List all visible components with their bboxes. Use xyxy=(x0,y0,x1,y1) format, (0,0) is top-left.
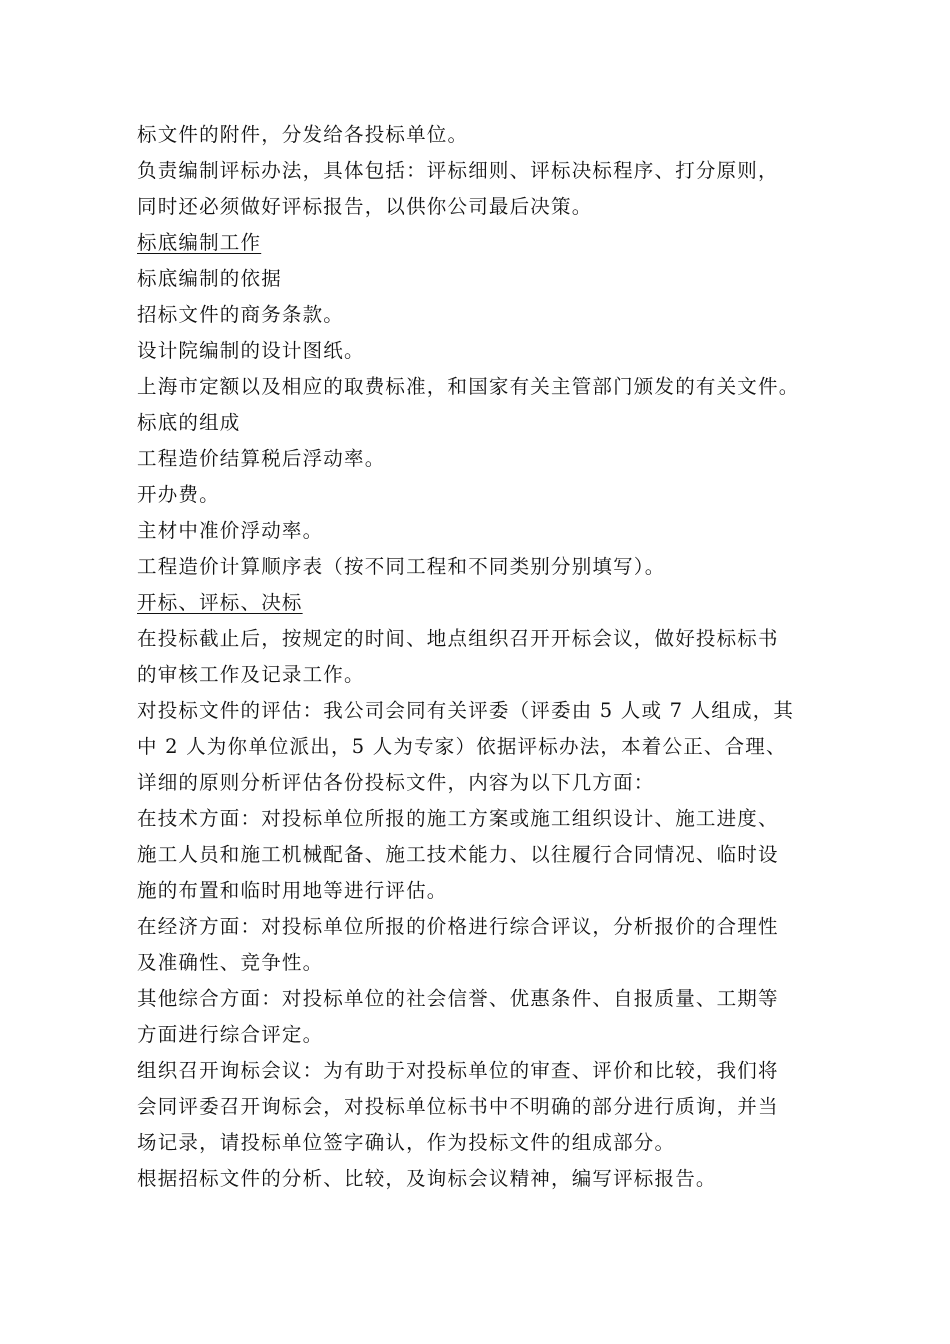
paragraph-line-text: 在经济方面：对投标单位所报的价格进行综合评议，分析报价的合理性 xyxy=(137,915,779,938)
paragraph-line xyxy=(137,1017,842,1053)
paragraph-line-text: 其他综合方面：对投标单位的社会信誉、优惠条件、自报质量、工期等 xyxy=(137,987,779,1010)
paragraph-line xyxy=(137,297,842,333)
paragraph-line xyxy=(137,873,842,909)
paragraph-line xyxy=(137,405,842,441)
paragraph-line-text: 场记录，请投标单位签字确认，作为投标文件的组成部分。 xyxy=(137,1131,676,1154)
paragraph-line-text: 开办费。 xyxy=(137,483,220,506)
paragraph-line xyxy=(137,261,842,297)
paragraph-line-text: 会同评委召开询标会，对投标单位标书中不明确的部分进行质询，并当 xyxy=(137,1095,779,1118)
paragraph-line xyxy=(137,621,842,657)
paragraph-line xyxy=(137,837,842,873)
section-heading xyxy=(137,585,842,621)
paragraph-line-text: 在技术方面：对投标单位所报的施工方案或施工组织设计、施工进度、 xyxy=(137,807,779,830)
paragraph-line xyxy=(137,117,842,153)
paragraph-line-text: 的审核工作及记录工作。 xyxy=(137,663,365,686)
paragraph-line xyxy=(137,477,842,513)
paragraph-line-text: 组织召开询标会议：为有助于对投标单位的审查、评价和比较，我们将 xyxy=(137,1059,779,1082)
paragraph-line-text: 负责编制评标办法，具体包括：评标细则、评标决标程序、打分原则， xyxy=(137,159,779,182)
section-heading-text: 标底编制工作 xyxy=(137,231,262,254)
paragraph-line-text: 同时还必须做好评标报告，以供你公司最后决策。 xyxy=(137,195,593,218)
paragraph-line xyxy=(137,369,842,405)
paragraph-line-text: 根据招标文件的分析、比较，及询标会议精神，编写评标报告。 xyxy=(137,1167,717,1190)
paragraph-line-text: 对投标文件的评估：我公司会同有关评委（评委由 5 人或 7 人组成，其 xyxy=(137,699,795,722)
paragraph-line-text: 方面进行综合评定。 xyxy=(137,1023,324,1046)
paragraph-line xyxy=(137,945,842,981)
paragraph-line xyxy=(137,765,842,801)
paragraph-line-text: 施的布置和临时用地等进行评估。 xyxy=(137,879,448,902)
paragraph-line-text: 标底的组成 xyxy=(137,411,241,434)
paragraph-line xyxy=(137,153,842,189)
paragraph-line-text: 设计院编制的设计图纸。 xyxy=(137,339,365,362)
paragraph-line-text: 中 2 人为你单位派出，5 人为专家）依据评标办法，本着公正、合理、 xyxy=(137,735,787,758)
paragraph-line xyxy=(137,1161,842,1197)
paragraph-line-text: 主材中准价浮动率。 xyxy=(137,519,324,542)
paragraph-line-text: 标文件的附件，分发给各投标单位。 xyxy=(137,123,469,146)
paragraph-line xyxy=(137,333,842,369)
paragraph-line-text: 在投标截止后，按规定的时间、地点组织召开开标会议，做好投标标书 xyxy=(137,627,779,650)
paragraph-line xyxy=(137,657,842,693)
section-heading-text: 开标、评标、决标 xyxy=(137,591,303,614)
paragraph-line xyxy=(137,729,842,765)
paragraph-line-text: 施工人员和施工机械配备、施工技术能力、以往履行合同情况、临时设 xyxy=(137,843,779,866)
paragraph-line xyxy=(137,1125,842,1161)
document-body xyxy=(137,117,842,1197)
paragraph-line xyxy=(137,801,842,837)
section-heading xyxy=(137,225,842,261)
paragraph-line-text: 工程造价结算税后浮动率。 xyxy=(137,447,386,470)
paragraph-line xyxy=(137,909,842,945)
paragraph-line xyxy=(137,189,842,225)
paragraph-line xyxy=(137,513,842,549)
paragraph-line-text: 上海市定额以及相应的取费标准，和国家有关主管部门颁发的有关文件。 xyxy=(137,375,800,398)
paragraph-line xyxy=(137,981,842,1017)
paragraph-line xyxy=(137,1089,842,1125)
paragraph-line-text: 及准确性、竞争性。 xyxy=(137,951,324,974)
paragraph-line xyxy=(137,549,842,585)
paragraph-line-text: 招标文件的商务条款。 xyxy=(137,303,345,326)
paragraph-line xyxy=(137,1053,842,1089)
paragraph-line-text: 详细的原则分析评估各份投标文件，内容为以下几方面： xyxy=(137,771,655,794)
paragraph-line-text: 标底编制的依据 xyxy=(137,267,282,290)
paragraph-line xyxy=(137,693,842,729)
paragraph-line-text: 工程造价计算顺序表（按不同工程和不同类别分别填写）。 xyxy=(137,555,666,578)
paragraph-line xyxy=(137,441,842,477)
